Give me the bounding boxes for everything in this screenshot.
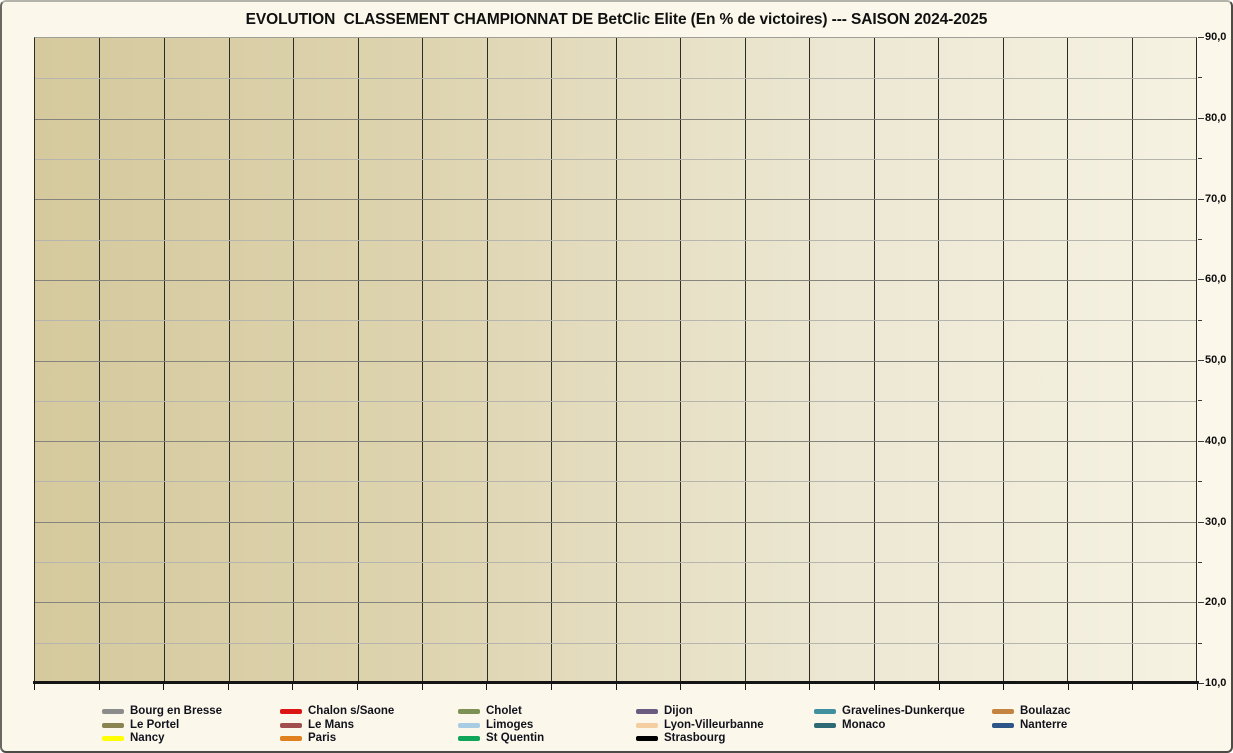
x-axis-tick [680,684,681,690]
legend-item-label: Paris [308,732,337,744]
x-axis-tick [422,684,423,690]
legend-line-swatch [458,723,480,728]
gridline-h-major [35,280,1196,281]
gridline-h-major [35,602,1196,603]
legend-item-boulazac[interactable] [992,705,1170,719]
y-axis-tick [1198,522,1204,523]
legend-line-swatch [102,736,124,741]
legend-line-swatch [814,709,836,714]
legend-item-label: Strasbourg [664,732,726,744]
y-axis-tick-label: 80,0 [1205,111,1227,124]
legend-item-label: St Quentin [486,732,545,744]
legend-line-swatch [102,709,124,714]
y-axis-tick [1198,158,1202,159]
legend-line-swatch [280,709,302,714]
x-axis-tick [939,684,940,690]
legend-item-label: Chalon s/Saone [308,705,395,717]
y-axis-tick-label: 20,0 [1205,596,1227,609]
x-axis-tick [745,684,746,690]
y-axis-tick [1198,279,1204,280]
legend-item-label: Le Portel [130,718,180,731]
y-axis-tick [1198,77,1202,78]
legend-item-label: Le Mans [308,718,355,731]
gridline-h-major [35,361,1196,362]
plot-area [34,37,1197,683]
gridline-h-minor [35,78,1196,79]
legend-line-swatch [992,723,1014,728]
legend-item-label: Nancy [130,732,165,744]
legend-line-swatch [458,709,480,714]
legend-item-label: Cholet [486,705,522,717]
legend-line-swatch [102,723,124,728]
gridline-h-minor [35,159,1196,160]
y-axis-tick [1198,441,1204,442]
x-axis-tick [357,684,358,690]
legend-item-nancy[interactable] [102,732,280,746]
x-axis-tick [1197,684,1198,690]
legend-item-gravelines-dunkerque[interactable] [814,705,992,719]
legend-line-swatch [280,723,302,728]
gridline-h-major [35,441,1196,442]
x-axis-tick [551,684,552,690]
x-axis-tick [809,684,810,690]
legend-line-swatch [992,709,1014,714]
y-axis-tick [1198,118,1204,119]
y-axis-tick-label: 30,0 [1205,515,1227,528]
y-axis-tick [1198,602,1204,603]
gridline-h-minor [35,643,1196,644]
chart-title: EVOLUTION CLASSEMENT CHAMPIONNAT DE BetClic Elite (En % de victoires) --- SAISON 2024-2025 [245,11,988,28]
y-axis-tick [1198,320,1202,321]
y-axis-tick-label: 40,0 [1205,434,1227,447]
x-axis-tick [34,684,35,690]
legend-item-limoges[interactable] [458,719,636,733]
legend-item-chalon-s-saone[interactable] [280,705,458,719]
legend-item-monaco[interactable] [814,719,992,733]
x-axis-tick [99,684,100,690]
x-axis-tick [292,684,293,690]
gridline-h-major [35,199,1196,200]
y-axis-tick [1198,400,1202,401]
x-axis-tick [163,684,164,690]
gridline-h-minor [35,320,1196,321]
legend-item-lyon-villeurbanne[interactable] [636,719,814,733]
legend-item-le-portel[interactable] [102,719,280,733]
gridline-h-minor [35,562,1196,563]
y-axis-tick-label: 60,0 [1205,273,1227,286]
legend-item-strasbourg[interactable] [636,732,814,746]
y-axis-tick [1198,199,1204,200]
gridline-h-minor [35,240,1196,241]
legend-line-swatch [458,736,480,741]
legend-item-nanterre[interactable] [992,719,1170,733]
y-axis-tick-label: 70,0 [1205,192,1227,205]
legend-item-st-quentin[interactable] [458,732,636,746]
legend [102,705,1170,746]
legend-line-swatch [636,736,658,741]
x-axis-tick [874,684,875,690]
y-axis-tick-label: 10,0 [1205,677,1227,689]
legend-item-label: Nanterre [1020,718,1068,731]
y-axis-tick [1198,643,1202,644]
legend-item-label: Monaco [842,718,886,731]
legend-line-swatch [814,723,836,728]
legend-item-label: Gravelines-Dunkerque [842,705,965,717]
legend-item-label: Dijon [664,705,693,717]
legend-item-label: Bourg en Bresse [130,705,223,717]
y-axis-tick [1198,360,1204,361]
legend-item-cholet[interactable] [458,705,636,719]
x-axis-tick [1003,684,1004,690]
y-axis-tick [1198,37,1204,38]
legend-line-swatch [636,723,658,728]
x-axis-tick [228,684,229,690]
legend-item-dijon[interactable] [636,705,814,719]
y-axis-tick-label: 50,0 [1205,354,1227,366]
legend-item-bourg-en-bresse[interactable] [102,705,280,719]
legend-line-swatch [280,736,302,741]
gridline-h-minor [35,481,1196,482]
legend-item-label: Boulazac [1020,705,1071,717]
y-axis-tick [1198,481,1202,482]
legend-item-paris[interactable] [280,732,458,746]
y-axis-tick [1198,239,1202,240]
gridline-h-major [35,522,1196,523]
legend-line-swatch [636,709,658,714]
x-axis-tick [486,684,487,690]
y-axis-tick [1198,562,1202,563]
x-axis-tick [1132,684,1133,690]
x-axis-tick [1068,684,1069,690]
legend-item-label: Limoges [486,718,534,731]
legend-item-le-mans[interactable] [280,719,458,733]
gridline-h-major [35,119,1196,120]
y-axis-tick-label: 90,0 [1205,31,1227,43]
y-axis-tick [1198,683,1204,684]
gridline-h-minor [35,401,1196,402]
x-axis-tick [616,684,617,690]
legend-item-label: Lyon-Villeurbanne [664,718,764,731]
